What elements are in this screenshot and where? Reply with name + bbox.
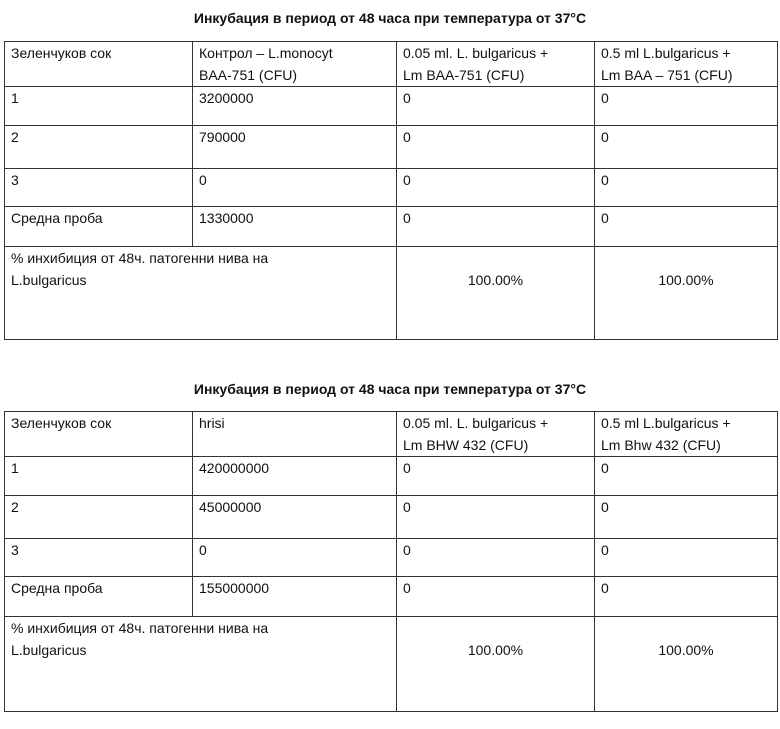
header-cell-juice: Зеленчуков сок bbox=[5, 412, 193, 457]
row-005ml-value: 0 bbox=[397, 577, 595, 617]
row-control-value: 790000 bbox=[193, 126, 397, 169]
header-cell-control bbox=[193, 42, 397, 87]
inhibition-label-cell bbox=[5, 617, 397, 712]
row-label: Средна проба bbox=[5, 207, 193, 247]
table-row-average bbox=[5, 577, 778, 617]
header-control-line1: Контрол – L.monocyt bbox=[199, 45, 333, 61]
row-05ml-value: 0 bbox=[595, 87, 778, 126]
table-header-row bbox=[5, 412, 778, 457]
header-cell-control bbox=[193, 412, 397, 457]
row-control-value: 155000000 bbox=[193, 577, 397, 617]
table-row-inhibition bbox=[5, 617, 778, 712]
header-005ml-line2: Lm BAA-751 (CFU) bbox=[403, 67, 525, 83]
header-control-line2: BAA-751 (CFU) bbox=[199, 67, 298, 83]
header-05ml-line2: Lm Bhw 432 (CFU) bbox=[601, 437, 721, 453]
row-control-value: 420000000 bbox=[193, 457, 397, 496]
header-005ml-line1: 0.05 ml. L. bulgaricus + bbox=[403, 45, 549, 61]
row-005ml-value: 0 bbox=[397, 457, 595, 496]
row-005ml-value: 0 bbox=[397, 169, 595, 207]
table-row bbox=[5, 87, 778, 126]
header-05ml-line1: 0.5 ml L.bulgaricus + bbox=[601, 45, 731, 61]
row-label: 2 bbox=[5, 496, 193, 539]
header-005ml-line1: 0.05 ml. L. bulgaricus + bbox=[403, 415, 549, 431]
row-label: 3 bbox=[5, 169, 193, 207]
inhibition-05ml-value: 100.00% bbox=[595, 617, 778, 712]
table-row bbox=[5, 126, 778, 169]
header-cell-juice: Зеленчуков сок bbox=[5, 42, 193, 87]
header-05ml-line2: Lm BAA – 751 (CFU) bbox=[601, 67, 733, 83]
row-005ml-value: 0 bbox=[397, 207, 595, 247]
row-control-value: 1330000 bbox=[193, 207, 397, 247]
row-control-value: 0 bbox=[193, 539, 397, 577]
header-cell-05ml bbox=[595, 412, 778, 457]
row-label: Средна проба bbox=[5, 577, 193, 617]
row-label: 1 bbox=[5, 457, 193, 496]
row-control-value: 0 bbox=[193, 169, 397, 207]
header-control-line1: hrisi bbox=[199, 415, 225, 431]
header-005ml-line2: Lm BHW 432 (CFU) bbox=[403, 437, 529, 453]
section-1-title: Инкубация в период от 48 часа при температура от 37°C bbox=[193, 10, 587, 26]
header-05ml-line1: 0.5 ml L.bulgaricus + bbox=[601, 415, 731, 431]
row-control-value: 45000000 bbox=[193, 496, 397, 539]
table-row bbox=[5, 496, 778, 539]
header-cell-005ml bbox=[397, 42, 595, 87]
row-05ml-value: 0 bbox=[595, 207, 778, 247]
section-2-title: Инкубация в период от 48 часа при температура от 37°C bbox=[193, 381, 587, 397]
row-05ml-value: 0 bbox=[595, 126, 778, 169]
row-05ml-value: 0 bbox=[595, 539, 778, 577]
row-005ml-value: 0 bbox=[397, 126, 595, 169]
row-label: 2 bbox=[5, 126, 193, 169]
row-05ml-value: 0 bbox=[595, 577, 778, 617]
inhibition-label-line1: % инхибиция от 48ч. патогенни нива на bbox=[11, 620, 269, 636]
inhibition-label-cell bbox=[5, 247, 397, 340]
table-row-average bbox=[5, 207, 778, 247]
inhibition-005ml-value: 100.00% bbox=[397, 617, 595, 712]
row-label: 3 bbox=[5, 539, 193, 577]
row-05ml-value: 0 bbox=[595, 457, 778, 496]
header-cell-05ml bbox=[595, 42, 778, 87]
row-005ml-value: 0 bbox=[397, 539, 595, 577]
inhibition-05ml-value: 100.00% bbox=[595, 247, 778, 340]
table-row bbox=[5, 169, 778, 207]
row-005ml-value: 0 bbox=[397, 87, 595, 126]
row-005ml-value: 0 bbox=[397, 496, 595, 539]
inhibition-label-line2: L.bulgaricus bbox=[11, 272, 87, 288]
table-header-row bbox=[5, 42, 778, 87]
inhibition-label-line1: % инхибиция от 48ч. патогенни нива на bbox=[11, 250, 269, 266]
inhibition-label-line2: L.bulgaricus bbox=[11, 642, 87, 658]
row-05ml-value: 0 bbox=[595, 169, 778, 207]
inhibition-005ml-value: 100.00% bbox=[397, 247, 595, 340]
table-row bbox=[5, 539, 778, 577]
row-label: 1 bbox=[5, 87, 193, 126]
row-05ml-value: 0 bbox=[595, 496, 778, 539]
row-control-value: 3200000 bbox=[193, 87, 397, 126]
section-1-table bbox=[4, 41, 778, 340]
section-2-table bbox=[4, 411, 778, 712]
table-row-inhibition bbox=[5, 247, 778, 340]
header-cell-005ml bbox=[397, 412, 595, 457]
table-row bbox=[5, 457, 778, 496]
